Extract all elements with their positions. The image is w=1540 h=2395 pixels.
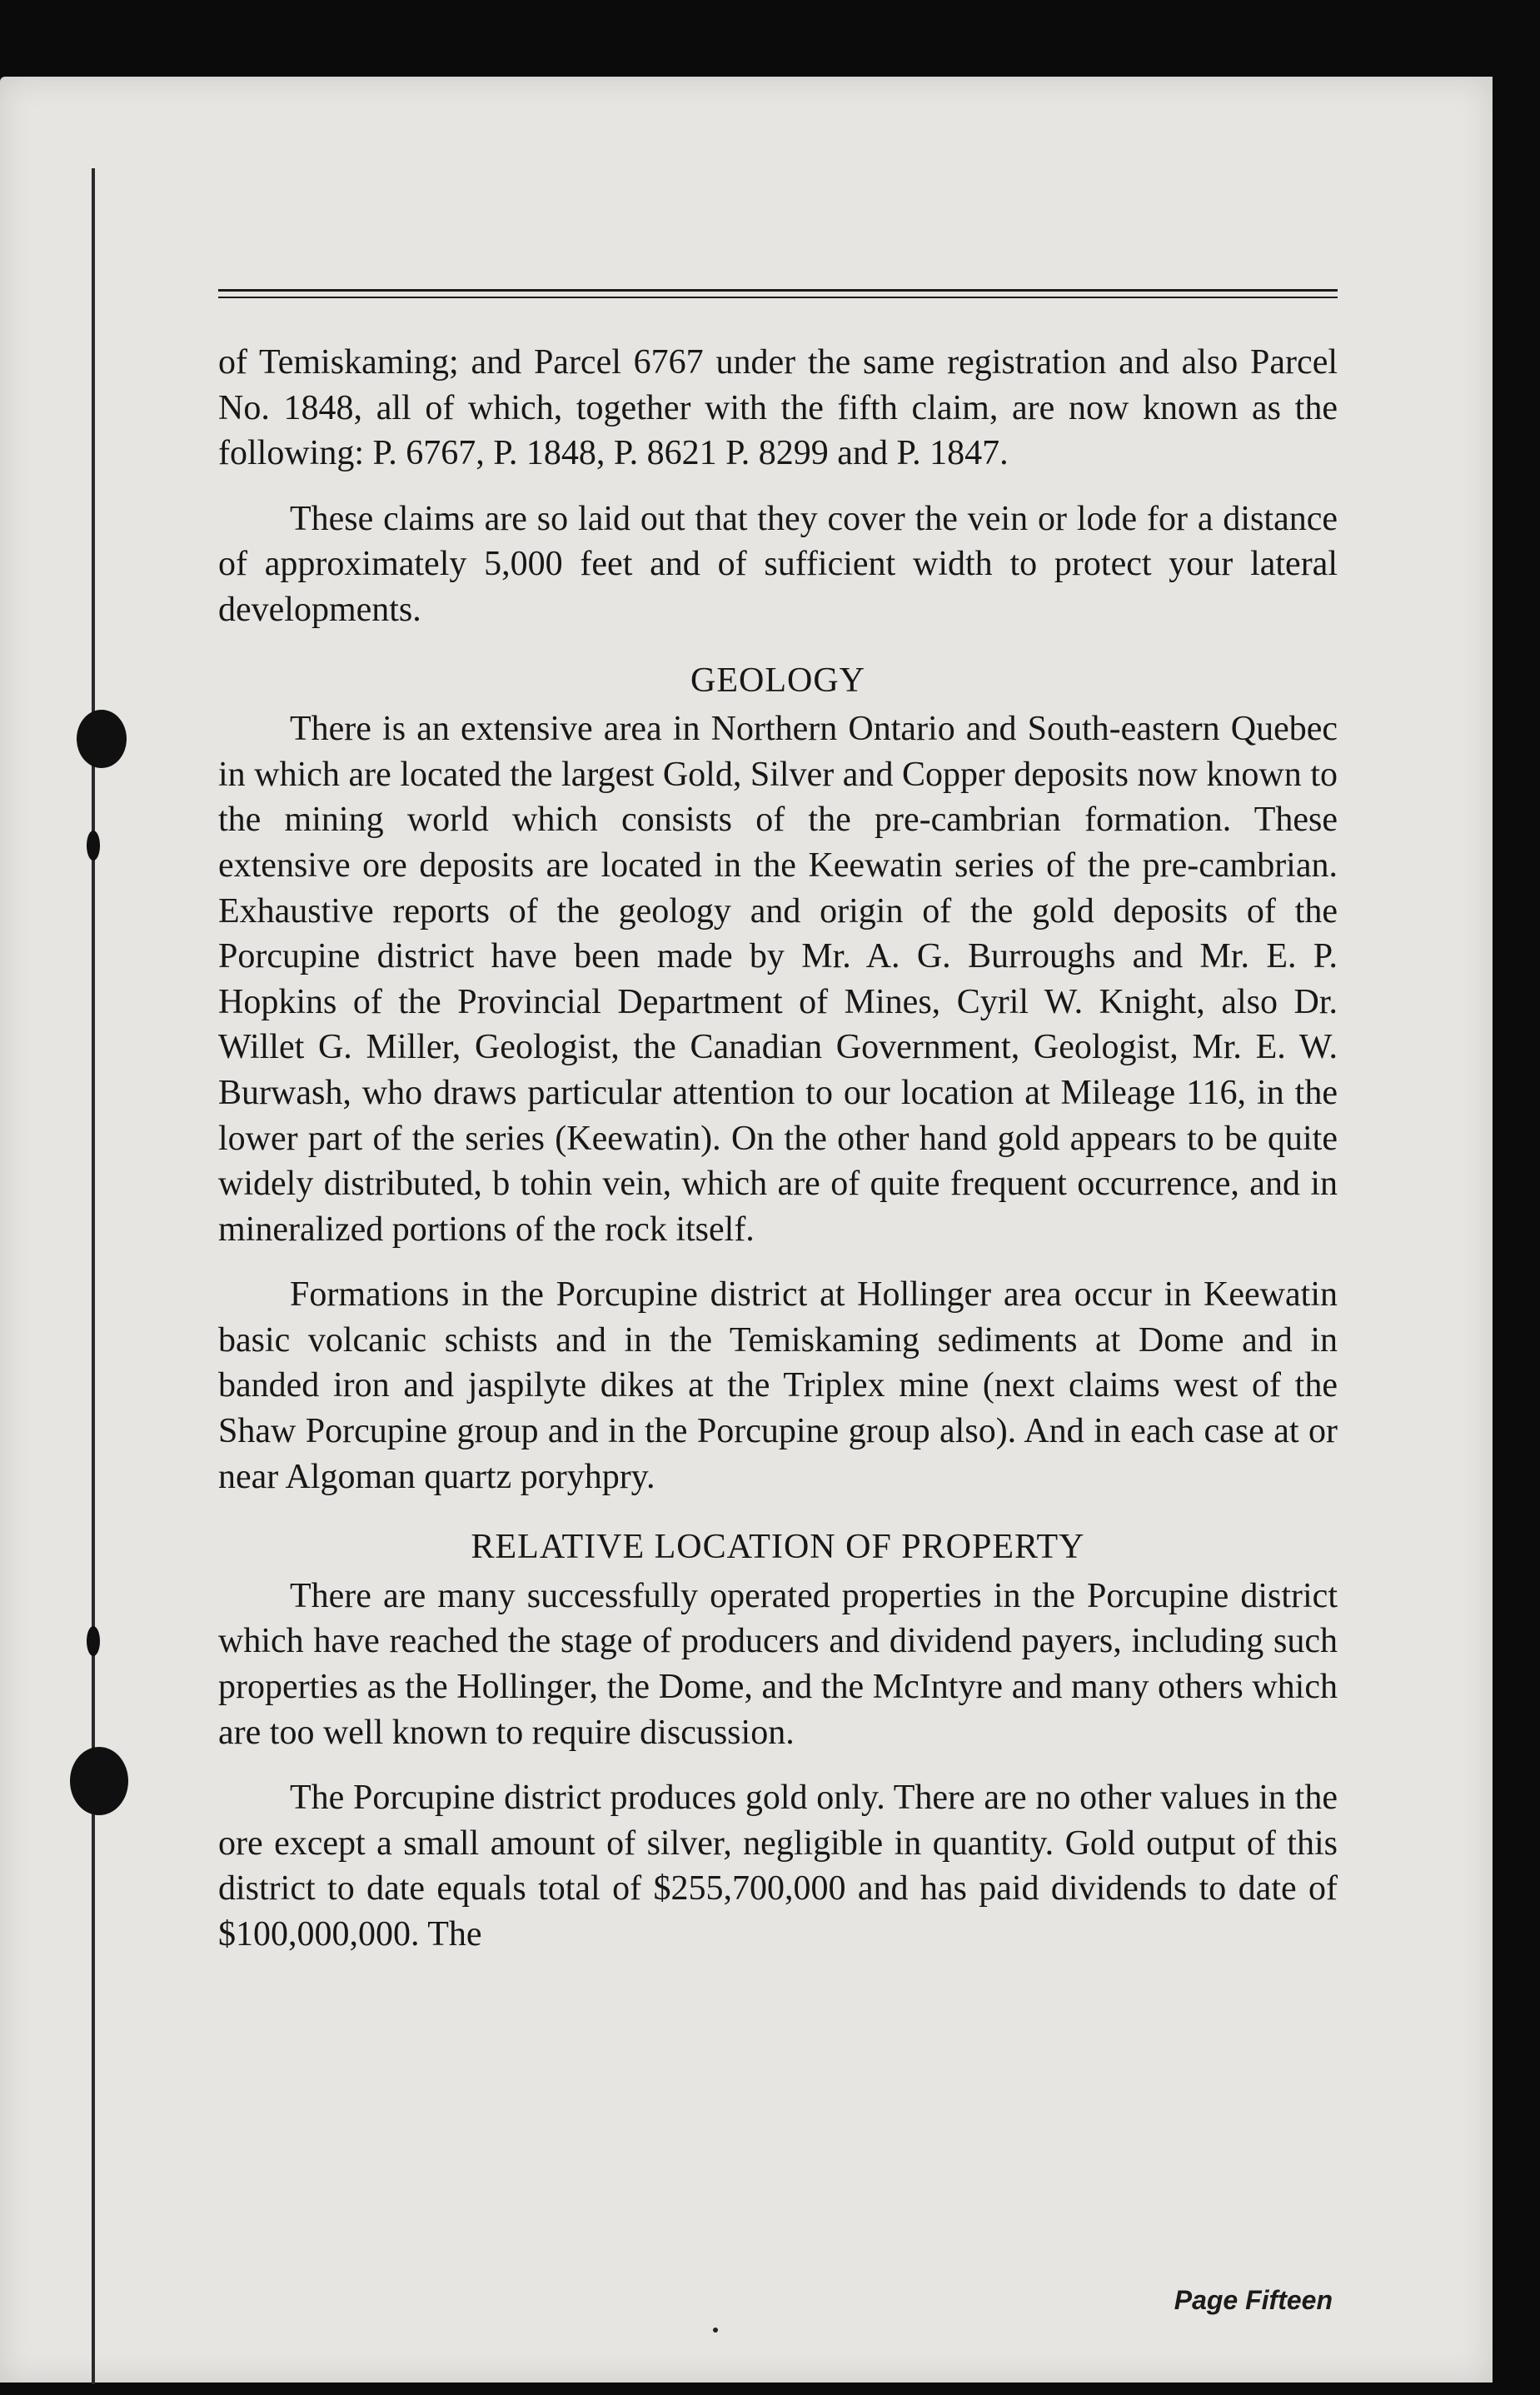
binding-hole xyxy=(77,710,127,768)
paragraph-claims-layout: These claims are so laid out that they cover the vein or lode for a distance of approximately 5,000 feet and of sufficient width to protect your lateral developments. xyxy=(218,499,1338,629)
binding-hole xyxy=(70,1747,128,1815)
print-speck xyxy=(713,2328,718,2333)
paragraph-geology: There is an extensive area in Northern Ontario and South-eastern Quebec in which are located the largest Gold, Silver and Copper deposits now known to the mining world which consists of the pre-cambrian formation. These extensive ore deposits are located in the Keewatin series of the pre-cambrian. Exhaustive reports of the geology and origin of the gold deposits of the Porcupine district have been made by Mr. A. G. Burroughs and Mr. E. P. Hopkins of the Provincial Department of Mines, Cyril W. Knight, also Dr. Willet G. Miller, Geologist, the Canadian Government, Geologist, Mr. E. W. Burwash, who draws particular attention to our location at Mileage 116, in the lower part of the series (Keewatin). On the other hand gold appears to be quite widely distributed, b tohin vein, which are of quite frequent occurrence, and in mineralized portions of the rock itself. xyxy=(218,710,1338,1249)
heading-geology: GEOLOGY xyxy=(690,661,865,700)
header-double-rule xyxy=(218,289,1338,298)
paragraph-gold-output: The Porcupine district produces gold only. There are no other values in the ore except a small amount of silver, negligible in quantity. Gold output of this district to date equals total of $255,700,000 and has paid dividends to date of $100,000,000. The xyxy=(218,1779,1338,1953)
binding-hole xyxy=(87,831,100,861)
page-spine xyxy=(92,168,95,2384)
paragraph-properties: There are many successfully operated properties in the Porcupine district which have reached the stage of producers and dividend payers, including such properties as the Hollinger, the Dome, and the McIntyre and many others which are too well known to require discussion. xyxy=(218,1576,1338,1752)
document-page xyxy=(0,77,1493,2383)
heading-relative-location: RELATIVE LOCATION OF PROPERTY xyxy=(471,1528,1085,1567)
binding-hole xyxy=(87,1626,100,1656)
body-text xyxy=(218,340,1338,1958)
page-number: Page Fifteen xyxy=(1174,2285,1333,2315)
paragraph-claims-continued: of Temiskaming; and Parcel 6767 under the same registration and also Parcel No. 1848, all of which, together with the fifth claim, are now known as the following: P. 6767, P. 1848, P. 8621 P. 8299 and P. 1847. xyxy=(218,343,1338,473)
paragraph-formations: Formations in the Porcupine district at Hollinger area occur in Keewatin basic volcanic schists and in the Temiskaming sediments at Dome and in banded iron and jaspilyte dikes at the Triplex mine (next claims west of the Shaw Porcupine group and in the Porcupine group also). And in each case at or near Algoman quartz poryhpry. xyxy=(218,1275,1338,1496)
